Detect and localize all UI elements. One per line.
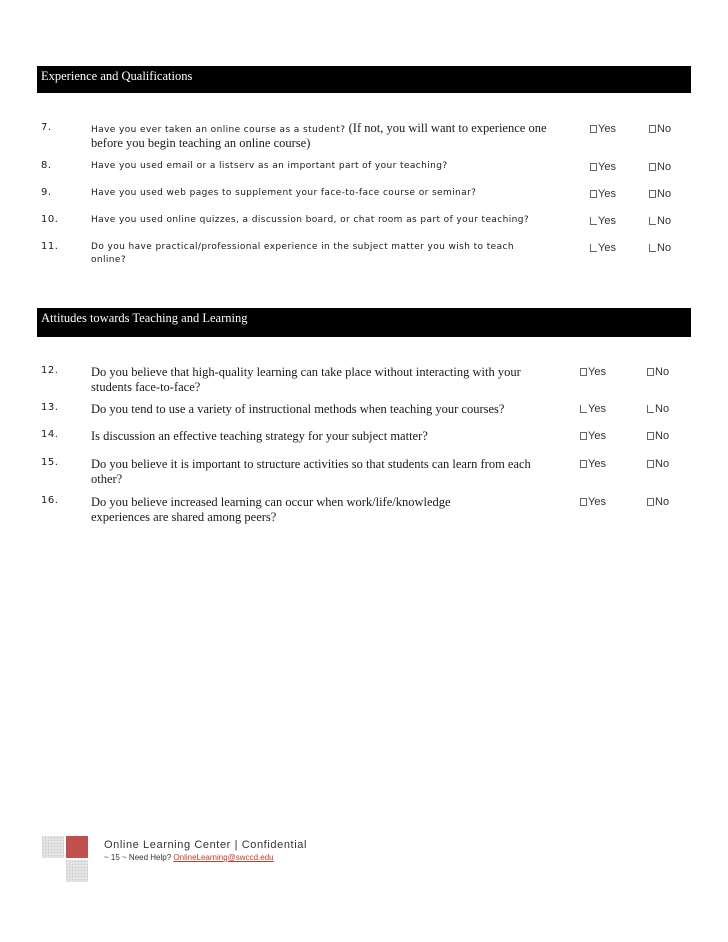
question-text	[91, 122, 561, 152]
no-option[interactable]: No	[649, 215, 671, 227]
question-row	[37, 495, 691, 525]
checkbox-icon[interactable]	[580, 368, 587, 376]
yes-option[interactable]: Yes	[590, 123, 616, 135]
no-option[interactable]: No	[649, 188, 671, 200]
checkbox-icon[interactable]	[649, 163, 656, 171]
checkbox-icon[interactable]	[580, 405, 587, 413]
checkbox-icon[interactable]	[590, 217, 597, 225]
question-row	[37, 160, 691, 176]
yes-option[interactable]: Yes	[580, 430, 606, 442]
question-number: 16.	[41, 495, 59, 506]
question-text: Have you used online quizzes, a discussion board, or chat room as part of your teaching?	[91, 215, 530, 225]
checkbox-icon[interactable]	[649, 217, 656, 225]
question-row	[37, 402, 691, 418]
no-option[interactable]: No	[649, 242, 671, 254]
checkbox-icon[interactable]	[649, 125, 656, 133]
checkbox-icon[interactable]	[647, 368, 654, 376]
question-text: Do you tend to use a variety of instructional methods when teaching your courses?	[91, 402, 505, 416]
no-option[interactable]: No	[647, 496, 669, 508]
footer-org: Online Learning Center | Confidential	[104, 839, 308, 851]
question-number: 8.	[41, 160, 52, 171]
question-row	[37, 365, 691, 395]
yes-option[interactable]: Yes	[590, 215, 616, 227]
section-title: Experience and Qualifications	[41, 69, 193, 83]
question-number: 12.	[41, 365, 59, 376]
footer-help	[104, 853, 274, 862]
question-text: Have you used web pages to supplement your face-to-face course or seminar?	[91, 188, 477, 198]
yes-option[interactable]: Yes	[580, 403, 606, 415]
question-number: 7.	[41, 122, 52, 133]
checkbox-icon[interactable]	[647, 498, 654, 506]
question-text-small: Have you ever taken an online course as a student?	[91, 125, 346, 135]
question-number: 11.	[41, 241, 59, 252]
footer-help-text: ~ 15 ~ Need Help?	[104, 853, 172, 862]
checkbox-icon[interactable]	[580, 432, 587, 440]
yes-option[interactable]: Yes	[580, 458, 606, 470]
question-row	[37, 241, 691, 269]
checkbox-icon[interactable]	[647, 460, 654, 468]
no-option[interactable]: No	[647, 430, 669, 442]
no-option[interactable]: No	[647, 403, 669, 415]
question-text: Have you used email or a listserv as an important part of your teaching?	[91, 161, 448, 171]
question-number: 10.	[41, 214, 59, 225]
checkbox-icon[interactable]	[590, 190, 597, 198]
question-text: Is discussion an effective teaching strategy for your subject matter?	[91, 429, 428, 443]
checkbox-icon[interactable]	[647, 405, 654, 413]
no-option[interactable]: No	[647, 366, 669, 378]
checkbox-icon[interactable]	[590, 125, 597, 133]
question-row	[37, 457, 691, 487]
question-text-note: (If not, you will want to experience one before you begin teaching an online course)	[91, 121, 547, 150]
section-title: Attitudes towards Teaching and Learning	[41, 311, 248, 325]
question-row	[37, 429, 691, 445]
yes-option[interactable]: Yes	[590, 242, 616, 254]
checkbox-icon[interactable]	[647, 432, 654, 440]
checkbox-icon[interactable]	[649, 244, 656, 252]
yes-option[interactable]: Yes	[580, 496, 606, 508]
question-number: 14.	[41, 429, 59, 440]
no-option[interactable]: No	[647, 458, 669, 470]
checkbox-icon[interactable]	[590, 244, 597, 252]
question-text: Do you believe that high-quality learning can take place without interacting with your students face-to-face?	[91, 365, 521, 394]
help-email-link[interactable]: OnlineLearning@swccd.edu	[173, 853, 274, 862]
question-number: 13.	[41, 402, 59, 413]
question-number: 15.	[41, 457, 59, 468]
checkbox-icon[interactable]	[580, 498, 587, 506]
question-text: Do you have practical/professional experience in the subject matter you wish to teach online?	[91, 242, 514, 265]
checkbox-icon[interactable]	[649, 190, 656, 198]
question-number: 9.	[41, 187, 52, 198]
section-header-experience	[37, 66, 691, 93]
question-text: Do you believe it is important to structure activities so that students can learn from each other?	[91, 457, 531, 486]
yes-option[interactable]: Yes	[580, 366, 606, 378]
question-row	[37, 187, 691, 203]
yes-option[interactable]: Yes	[590, 188, 616, 200]
section-header-attitudes	[37, 308, 691, 337]
question-text: Do you believe increased learning can occur when work/life/knowledge experiences are shared among peers?	[91, 495, 451, 524]
olc-logo-icon	[42, 834, 90, 882]
checkbox-icon[interactable]	[580, 460, 587, 468]
yes-option[interactable]: Yes	[590, 161, 616, 173]
no-option[interactable]: No	[649, 161, 671, 173]
question-row	[37, 122, 691, 152]
no-option[interactable]: No	[649, 123, 671, 135]
checkbox-icon[interactable]	[590, 163, 597, 171]
question-row	[37, 214, 691, 230]
